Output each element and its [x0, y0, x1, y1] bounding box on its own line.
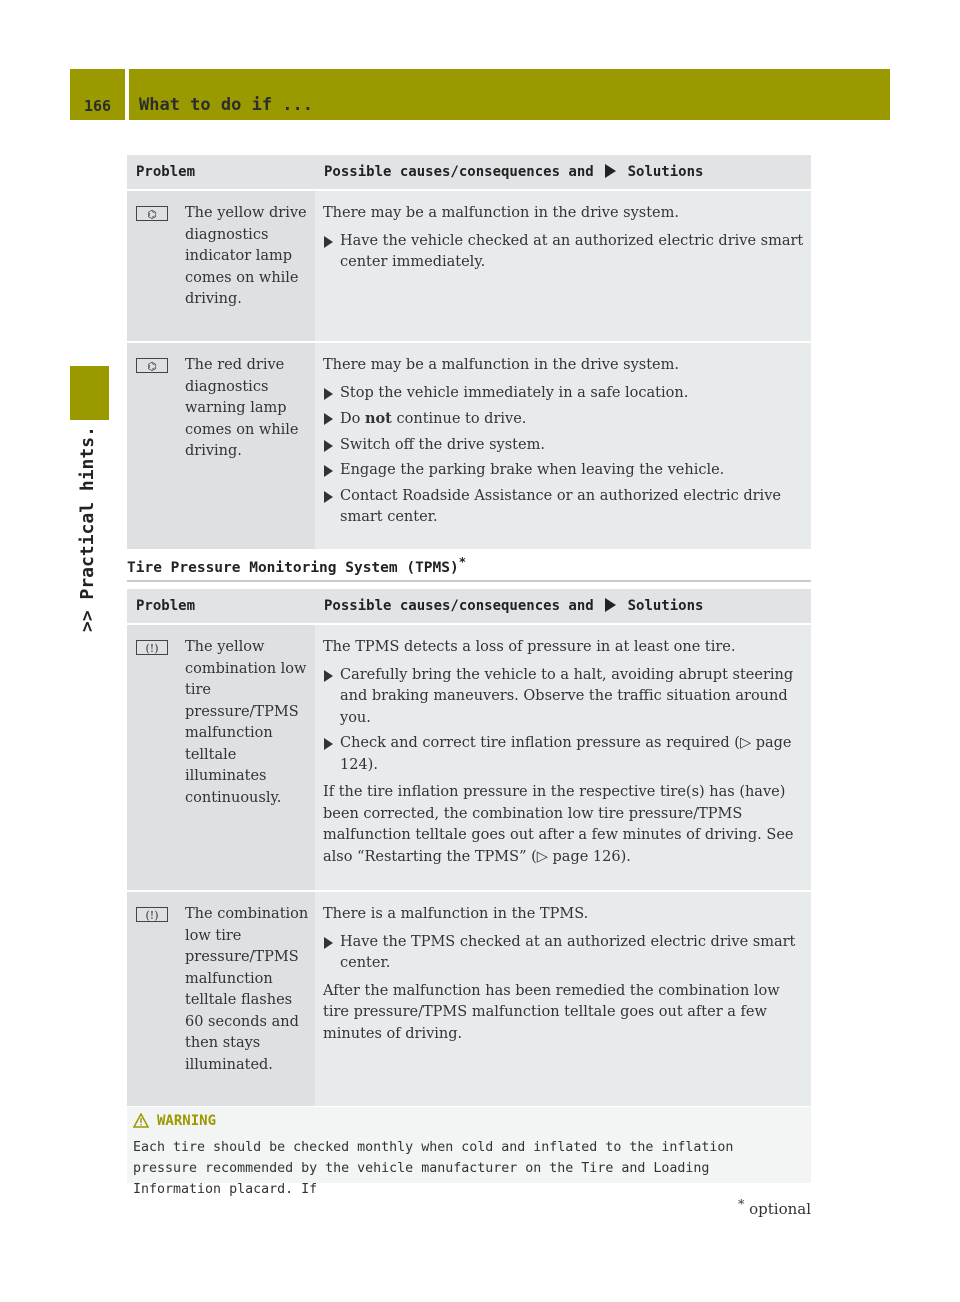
col-solutions-label-b: Solutions — [627, 164, 704, 180]
problem-cell — [127, 189, 315, 341]
cause-text: There may be a malfunction in the drive system. — [323, 205, 679, 221]
solution-step: Stop the vehicle immediately in a safe location. — [323, 383, 805, 405]
col-solutions-label: Possible causes/consequences and — [324, 598, 594, 614]
cause-text: There is a malfunction in the TPMS. — [323, 906, 589, 922]
chapter-title: What to do if ... — [139, 95, 313, 115]
tire-pressure-icon: (!) — [136, 640, 168, 655]
problem-text: The yellow drive diagnostics indicator lamp comes on while driving. — [185, 205, 307, 307]
table-row — [127, 189, 811, 341]
note-text: If the tire inflation pressure in the respective tire(s) has (have) been corrected, the combination low tire pressure/TPMS malfunction telltale goes out after a few minutes of driving. See also “Restarting the TPMS” (▷ page 126). — [323, 784, 794, 865]
table-header-row — [127, 589, 811, 623]
table-row — [127, 623, 811, 890]
note-text: After the malfunction has been remedied the combination low tire pressure/TPMS malfunction telltale goes out after a few minutes of driving. — [323, 982, 780, 1042]
step-emphasis: not — [364, 410, 392, 427]
side-tab-marker — [70, 366, 109, 420]
solution-cell — [315, 341, 811, 549]
solution-step: Have the TPMS checked at an authorized electric drive smart center. — [323, 932, 805, 975]
warning-triangle-icon — [133, 1113, 149, 1128]
warning-box — [127, 1107, 811, 1197]
footnote-marker: * — [738, 1196, 745, 1211]
arrow-right-icon — [605, 598, 616, 612]
drive-diagnostics-icon: ⌬ — [136, 206, 168, 221]
step-prefix: Do — [340, 411, 361, 427]
col-solutions-header — [315, 589, 811, 623]
solution-step: Carefully bring the vehicle to a halt, avoiding abrupt steering and braking maneuvers. Observe the traffic situation around you. — [323, 665, 805, 730]
tire-pressure-icon: (!) — [136, 907, 168, 922]
solution-step: Engage the parking brake when leaving the vehicle. — [323, 460, 805, 482]
problem-cell — [127, 341, 315, 549]
warning-title — [133, 1113, 216, 1129]
warning-title-text: WARNING — [157, 1113, 217, 1129]
page-number: 166 — [84, 97, 112, 115]
problem-text: The red drive diagnostics warning lamp comes on while driving. — [185, 357, 299, 459]
problem-cell — [127, 890, 315, 1106]
page-number-block — [70, 69, 125, 120]
table-row — [127, 890, 811, 1106]
table-header-row — [127, 155, 811, 189]
problem-cell — [127, 623, 315, 890]
solution-cell — [315, 890, 811, 1106]
footnote-text: optional — [749, 1200, 811, 1218]
solution-step: Switch off the drive system. — [323, 435, 805, 457]
tpms-table — [127, 589, 811, 1106]
col-solutions-label-b: Solutions — [627, 598, 704, 614]
side-tab-label: >> Practical hints. — [77, 426, 98, 632]
cause-text: The TPMS detects a loss of pressure in at least one tire. — [323, 639, 736, 655]
solution-step: Contact Roadside Assistance or an authorized electric drive smart center. — [323, 486, 805, 529]
section-heading-text: Tire Pressure Monitoring System (TPMS) — [127, 559, 459, 576]
side-tab — [77, 426, 127, 682]
drive-diagnostics-icon: ⌬ — [136, 358, 168, 373]
warning-body: Each tire should be checked monthly when cold and inflated to the inflation pressure recommended by the vehicle manufacturer on the Tire and Loading Information placard. If — [133, 1140, 734, 1197]
drive-diagnostics-table — [127, 155, 811, 549]
solution-step: Have the vehicle checked at an authorized electric drive smart center immediately. — [323, 231, 805, 274]
cause-text: There may be a malfunction in the drive system. — [323, 357, 679, 373]
solution-cell — [315, 189, 811, 341]
footnote — [738, 1196, 811, 1218]
table-row — [127, 341, 811, 549]
solution-step — [323, 408, 805, 431]
col-problem-header: Problem — [127, 155, 315, 189]
solution-step: Check and correct tire inflation pressure as required (▷ page 124). — [323, 733, 805, 776]
section-heading — [127, 555, 811, 582]
step-text: continue to drive. — [396, 411, 527, 427]
problem-text: The combination low tire pressure/TPMS malfunction telltale flashes 60 seconds and then stays illuminated. — [185, 906, 309, 1073]
col-problem-header: Problem — [127, 589, 315, 623]
problem-text: The yellow combination low tire pressure/TPMS malfunction telltale illuminates continuously. — [185, 639, 307, 806]
col-solutions-header — [315, 155, 811, 189]
optional-marker: * — [458, 555, 467, 569]
arrow-right-icon — [605, 164, 616, 178]
solution-cell — [315, 623, 811, 890]
col-solutions-label: Possible causes/consequences and — [324, 164, 594, 180]
chapter-header — [129, 69, 890, 120]
